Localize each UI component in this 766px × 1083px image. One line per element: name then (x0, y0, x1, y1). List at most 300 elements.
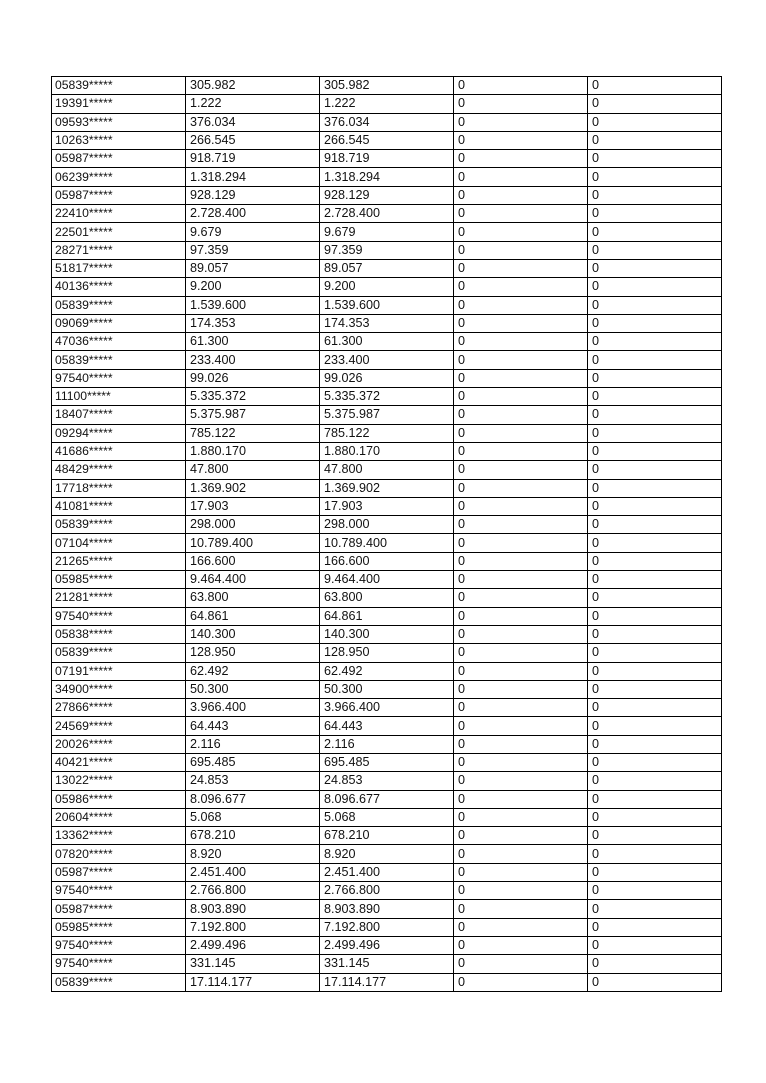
table-row (52, 131, 722, 149)
zero-balance-cell: 0 (588, 607, 722, 625)
record-id-cell: 40136***** (52, 278, 186, 296)
zero-balance-cell: 0 (588, 296, 722, 314)
table-row (52, 644, 722, 662)
zero-balance-cell: 0 (588, 388, 722, 406)
table-row (52, 314, 722, 332)
amount-total-cell: 1.539.600 (320, 296, 454, 314)
amount-cell: 266.545 (186, 131, 320, 149)
zero-value-cell: 0 (454, 662, 588, 680)
amount-cell: 8.903.890 (186, 900, 320, 918)
zero-balance-cell: 0 (588, 186, 722, 204)
amount-total-cell: 9.464.400 (320, 571, 454, 589)
table-row (52, 607, 722, 625)
amount-cell: 1.539.600 (186, 296, 320, 314)
amount-cell: 785.122 (186, 424, 320, 442)
record-id-cell: 05839***** (52, 296, 186, 314)
record-id-cell: 24569***** (52, 717, 186, 735)
zero-value-cell: 0 (454, 808, 588, 826)
amount-total-cell: 331.145 (320, 955, 454, 973)
record-id-cell: 48429***** (52, 461, 186, 479)
zero-value-cell: 0 (454, 827, 588, 845)
amount-cell: 9.200 (186, 278, 320, 296)
amount-cell: 174.353 (186, 314, 320, 332)
zero-value-cell: 0 (454, 479, 588, 497)
zero-value-cell: 0 (454, 882, 588, 900)
table-row (52, 296, 722, 314)
record-id-cell: 97540***** (52, 882, 186, 900)
amount-total-cell: 62.492 (320, 662, 454, 680)
table-row (52, 516, 722, 534)
zero-balance-cell: 0 (588, 77, 722, 95)
zero-balance-cell: 0 (588, 808, 722, 826)
table-body (52, 77, 722, 992)
record-id-cell: 05985***** (52, 918, 186, 936)
amount-total-cell: 17.114.177 (320, 973, 454, 991)
table-row (52, 900, 722, 918)
record-id-cell: 13022***** (52, 772, 186, 790)
amount-cell: 24.853 (186, 772, 320, 790)
record-id-cell: 41686***** (52, 442, 186, 460)
amount-cell: 9.679 (186, 223, 320, 241)
amount-total-cell: 2.728.400 (320, 205, 454, 223)
amount-total-cell: 2.116 (320, 735, 454, 753)
zero-value-cell: 0 (454, 186, 588, 204)
record-id-cell: 47036***** (52, 333, 186, 351)
amount-total-cell: 64.443 (320, 717, 454, 735)
amount-total-cell: 50.300 (320, 680, 454, 698)
zero-balance-cell: 0 (588, 845, 722, 863)
amount-cell: 3.966.400 (186, 699, 320, 717)
zero-value-cell: 0 (454, 790, 588, 808)
zero-value-cell: 0 (454, 772, 588, 790)
zero-value-cell: 0 (454, 680, 588, 698)
amount-cell: 17.114.177 (186, 973, 320, 991)
record-id-cell: 21265***** (52, 552, 186, 570)
record-id-cell: 97540***** (52, 955, 186, 973)
table-row (52, 882, 722, 900)
amount-cell: 233.400 (186, 351, 320, 369)
zero-value-cell: 0 (454, 406, 588, 424)
record-id-cell: 07191***** (52, 662, 186, 680)
zero-value-cell: 0 (454, 369, 588, 387)
amount-cell: 5.335.372 (186, 388, 320, 406)
zero-value-cell: 0 (454, 625, 588, 643)
zero-value-cell: 0 (454, 296, 588, 314)
amount-cell: 128.950 (186, 644, 320, 662)
zero-balance-cell: 0 (588, 772, 722, 790)
zero-balance-cell: 0 (588, 314, 722, 332)
table-row (52, 205, 722, 223)
amount-cell: 62.492 (186, 662, 320, 680)
table-row (52, 753, 722, 771)
amount-total-cell: 8.096.677 (320, 790, 454, 808)
zero-value-cell: 0 (454, 534, 588, 552)
amount-cell: 305.982 (186, 77, 320, 95)
table-row (52, 918, 722, 936)
record-id-cell: 10263***** (52, 131, 186, 149)
record-id-cell: 05986***** (52, 790, 186, 808)
record-id-cell: 09593***** (52, 113, 186, 131)
record-id-cell: 06239***** (52, 168, 186, 186)
zero-balance-cell: 0 (588, 790, 722, 808)
zero-value-cell: 0 (454, 168, 588, 186)
table-row (52, 717, 722, 735)
zero-value-cell: 0 (454, 552, 588, 570)
record-id-cell: 09069***** (52, 314, 186, 332)
zero-balance-cell: 0 (588, 552, 722, 570)
table-row (52, 223, 722, 241)
amount-total-cell: 47.800 (320, 461, 454, 479)
amount-cell: 8.096.677 (186, 790, 320, 808)
zero-balance-cell: 0 (588, 95, 722, 113)
table-row (52, 479, 722, 497)
zero-balance-cell: 0 (588, 955, 722, 973)
amount-total-cell: 166.600 (320, 552, 454, 570)
zero-balance-cell: 0 (588, 571, 722, 589)
amount-total-cell: 97.359 (320, 241, 454, 259)
zero-balance-cell: 0 (588, 699, 722, 717)
table-row (52, 625, 722, 643)
amount-total-cell: 1.880.170 (320, 442, 454, 460)
table-row (52, 497, 722, 515)
zero-value-cell: 0 (454, 131, 588, 149)
zero-balance-cell: 0 (588, 406, 722, 424)
zero-balance-cell: 0 (588, 680, 722, 698)
amount-total-cell: 5.335.372 (320, 388, 454, 406)
amount-total-cell: 89.057 (320, 259, 454, 277)
zero-value-cell: 0 (454, 699, 588, 717)
amount-total-cell: 3.966.400 (320, 699, 454, 717)
record-id-cell: 17718***** (52, 479, 186, 497)
amount-cell: 8.920 (186, 845, 320, 863)
zero-balance-cell: 0 (588, 278, 722, 296)
table-row (52, 808, 722, 826)
record-id-cell: 22501***** (52, 223, 186, 241)
table-row (52, 77, 722, 95)
record-id-cell: 05985***** (52, 571, 186, 589)
amount-total-cell: 266.545 (320, 131, 454, 149)
zero-balance-cell: 0 (588, 168, 722, 186)
amount-total-cell: 1.222 (320, 95, 454, 113)
record-id-cell: 07104***** (52, 534, 186, 552)
zero-balance-cell: 0 (588, 205, 722, 223)
table-row (52, 790, 722, 808)
table-row (52, 699, 722, 717)
zero-balance-cell: 0 (588, 351, 722, 369)
record-id-cell: 05839***** (52, 516, 186, 534)
amount-total-cell: 298.000 (320, 516, 454, 534)
table-row (52, 534, 722, 552)
zero-value-cell: 0 (454, 150, 588, 168)
table-row (52, 680, 722, 698)
amount-cell: 63.800 (186, 589, 320, 607)
amount-total-cell: 8.920 (320, 845, 454, 863)
zero-value-cell: 0 (454, 516, 588, 534)
amount-cell: 166.600 (186, 552, 320, 570)
table-row (52, 186, 722, 204)
record-id-cell: 51817***** (52, 259, 186, 277)
record-id-cell: 05839***** (52, 644, 186, 662)
table-row (52, 973, 722, 991)
zero-balance-cell: 0 (588, 753, 722, 771)
zero-balance-cell: 0 (588, 150, 722, 168)
amount-total-cell: 24.853 (320, 772, 454, 790)
amount-total-cell: 63.800 (320, 589, 454, 607)
amount-total-cell: 918.719 (320, 150, 454, 168)
table-row (52, 241, 722, 259)
amount-cell: 99.026 (186, 369, 320, 387)
zero-balance-cell: 0 (588, 900, 722, 918)
amount-total-cell: 785.122 (320, 424, 454, 442)
table-row (52, 571, 722, 589)
zero-balance-cell: 0 (588, 479, 722, 497)
amount-cell: 2.766.800 (186, 882, 320, 900)
amount-total-cell: 305.982 (320, 77, 454, 95)
record-id-cell: 05987***** (52, 863, 186, 881)
table-row (52, 150, 722, 168)
zero-value-cell: 0 (454, 955, 588, 973)
record-id-cell: 11100***** (52, 388, 186, 406)
amount-total-cell: 2.499.496 (320, 936, 454, 954)
table-row (52, 936, 722, 954)
zero-value-cell: 0 (454, 644, 588, 662)
zero-balance-cell: 0 (588, 662, 722, 680)
amount-total-cell: 7.192.800 (320, 918, 454, 936)
amount-cell: 1.880.170 (186, 442, 320, 460)
table-row (52, 388, 722, 406)
amount-cell: 17.903 (186, 497, 320, 515)
amount-total-cell: 140.300 (320, 625, 454, 643)
zero-balance-cell: 0 (588, 442, 722, 460)
amount-cell: 2.116 (186, 735, 320, 753)
table-row (52, 278, 722, 296)
zero-balance-cell: 0 (588, 863, 722, 881)
amount-cell: 298.000 (186, 516, 320, 534)
table-row (52, 955, 722, 973)
amount-total-cell: 5.375.987 (320, 406, 454, 424)
amount-total-cell: 9.200 (320, 278, 454, 296)
amount-total-cell: 928.129 (320, 186, 454, 204)
zero-balance-cell: 0 (588, 369, 722, 387)
zero-balance-cell: 0 (588, 882, 722, 900)
table-row (52, 863, 722, 881)
zero-value-cell: 0 (454, 223, 588, 241)
amount-cell: 61.300 (186, 333, 320, 351)
amount-cell: 678.210 (186, 827, 320, 845)
amount-cell: 64.861 (186, 607, 320, 625)
amount-cell: 331.145 (186, 955, 320, 973)
zero-value-cell: 0 (454, 77, 588, 95)
zero-value-cell: 0 (454, 113, 588, 131)
amount-total-cell: 10.789.400 (320, 534, 454, 552)
amount-cell: 10.789.400 (186, 534, 320, 552)
table-row (52, 113, 722, 131)
zero-balance-cell: 0 (588, 113, 722, 131)
amount-cell: 1.222 (186, 95, 320, 113)
record-id-cell: 05839***** (52, 973, 186, 991)
zero-balance-cell: 0 (588, 424, 722, 442)
record-id-cell: 05987***** (52, 900, 186, 918)
amount-cell: 64.443 (186, 717, 320, 735)
zero-balance-cell: 0 (588, 644, 722, 662)
amount-cell: 695.485 (186, 753, 320, 771)
zero-value-cell: 0 (454, 900, 588, 918)
zero-balance-cell: 0 (588, 241, 722, 259)
zero-balance-cell: 0 (588, 625, 722, 643)
zero-value-cell: 0 (454, 314, 588, 332)
record-id-cell: 97540***** (52, 607, 186, 625)
table-row (52, 589, 722, 607)
data-table (51, 76, 722, 992)
table-row (52, 827, 722, 845)
zero-value-cell: 0 (454, 278, 588, 296)
zero-value-cell: 0 (454, 241, 588, 259)
amount-total-cell: 233.400 (320, 351, 454, 369)
zero-value-cell: 0 (454, 497, 588, 515)
amount-cell: 47.800 (186, 461, 320, 479)
zero-value-cell: 0 (454, 424, 588, 442)
zero-value-cell: 0 (454, 461, 588, 479)
table-row (52, 552, 722, 570)
zero-balance-cell: 0 (588, 333, 722, 351)
amount-total-cell: 99.026 (320, 369, 454, 387)
record-id-cell: 41081***** (52, 497, 186, 515)
amount-cell: 9.464.400 (186, 571, 320, 589)
record-id-cell: 05838***** (52, 625, 186, 643)
zero-balance-cell: 0 (588, 461, 722, 479)
record-id-cell: 97540***** (52, 369, 186, 387)
amount-total-cell: 8.903.890 (320, 900, 454, 918)
table-row (52, 168, 722, 186)
record-id-cell: 05839***** (52, 351, 186, 369)
zero-balance-cell: 0 (588, 497, 722, 515)
amount-cell: 7.192.800 (186, 918, 320, 936)
zero-balance-cell: 0 (588, 131, 722, 149)
amount-total-cell: 695.485 (320, 753, 454, 771)
amount-total-cell: 174.353 (320, 314, 454, 332)
table-row (52, 333, 722, 351)
zero-balance-cell: 0 (588, 259, 722, 277)
table-row (52, 406, 722, 424)
zero-value-cell: 0 (454, 205, 588, 223)
amount-cell: 928.129 (186, 186, 320, 204)
zero-value-cell: 0 (454, 973, 588, 991)
record-id-cell: 34900***** (52, 680, 186, 698)
zero-value-cell: 0 (454, 753, 588, 771)
amount-cell: 5.375.987 (186, 406, 320, 424)
table-row (52, 351, 722, 369)
zero-value-cell: 0 (454, 333, 588, 351)
zero-value-cell: 0 (454, 863, 588, 881)
record-id-cell: 20026***** (52, 735, 186, 753)
zero-value-cell: 0 (454, 95, 588, 113)
zero-value-cell: 0 (454, 735, 588, 753)
table-row (52, 662, 722, 680)
zero-balance-cell: 0 (588, 516, 722, 534)
table-row (52, 442, 722, 460)
zero-value-cell: 0 (454, 259, 588, 277)
zero-value-cell: 0 (454, 388, 588, 406)
record-id-cell: 19391***** (52, 95, 186, 113)
amount-total-cell: 5.068 (320, 808, 454, 826)
zero-balance-cell: 0 (588, 973, 722, 991)
amount-total-cell: 128.950 (320, 644, 454, 662)
record-id-cell: 97540***** (52, 936, 186, 954)
zero-value-cell: 0 (454, 936, 588, 954)
amount-cell: 89.057 (186, 259, 320, 277)
table-row (52, 845, 722, 863)
amount-cell: 918.719 (186, 150, 320, 168)
zero-balance-cell: 0 (588, 589, 722, 607)
record-id-cell: 40421***** (52, 753, 186, 771)
amount-cell: 2.728.400 (186, 205, 320, 223)
zero-balance-cell: 0 (588, 827, 722, 845)
amount-total-cell: 1.318.294 (320, 168, 454, 186)
record-id-cell: 18407***** (52, 406, 186, 424)
amount-total-cell: 64.861 (320, 607, 454, 625)
table-row (52, 369, 722, 387)
table-row (52, 259, 722, 277)
zero-balance-cell: 0 (588, 223, 722, 241)
zero-value-cell: 0 (454, 442, 588, 460)
amount-cell: 140.300 (186, 625, 320, 643)
amount-cell: 2.499.496 (186, 936, 320, 954)
amount-total-cell: 17.903 (320, 497, 454, 515)
record-id-cell: 09294***** (52, 424, 186, 442)
zero-balance-cell: 0 (588, 936, 722, 954)
record-id-cell: 07820***** (52, 845, 186, 863)
amount-cell: 50.300 (186, 680, 320, 698)
record-id-cell: 05839***** (52, 77, 186, 95)
zero-balance-cell: 0 (588, 918, 722, 936)
amount-cell: 1.369.902 (186, 479, 320, 497)
zero-value-cell: 0 (454, 571, 588, 589)
table-row (52, 95, 722, 113)
record-id-cell: 27866***** (52, 699, 186, 717)
zero-value-cell: 0 (454, 918, 588, 936)
record-id-cell: 13362***** (52, 827, 186, 845)
table-row (52, 772, 722, 790)
amount-cell: 2.451.400 (186, 863, 320, 881)
zero-value-cell: 0 (454, 607, 588, 625)
record-id-cell: 05987***** (52, 186, 186, 204)
amount-total-cell: 2.766.800 (320, 882, 454, 900)
record-id-cell: 21281***** (52, 589, 186, 607)
amount-total-cell: 2.451.400 (320, 863, 454, 881)
amount-total-cell: 9.679 (320, 223, 454, 241)
amount-total-cell: 376.034 (320, 113, 454, 131)
amount-total-cell: 678.210 (320, 827, 454, 845)
record-id-cell: 05987***** (52, 150, 186, 168)
zero-value-cell: 0 (454, 845, 588, 863)
table-row (52, 735, 722, 753)
amount-cell: 97.359 (186, 241, 320, 259)
zero-value-cell: 0 (454, 589, 588, 607)
zero-balance-cell: 0 (588, 717, 722, 735)
zero-balance-cell: 0 (588, 735, 722, 753)
table-row (52, 424, 722, 442)
amount-total-cell: 1.369.902 (320, 479, 454, 497)
record-id-cell: 22410***** (52, 205, 186, 223)
zero-value-cell: 0 (454, 717, 588, 735)
amount-cell: 1.318.294 (186, 168, 320, 186)
zero-balance-cell: 0 (588, 534, 722, 552)
record-id-cell: 20604***** (52, 808, 186, 826)
record-id-cell: 28271***** (52, 241, 186, 259)
table-row (52, 461, 722, 479)
amount-cell: 376.034 (186, 113, 320, 131)
zero-value-cell: 0 (454, 351, 588, 369)
